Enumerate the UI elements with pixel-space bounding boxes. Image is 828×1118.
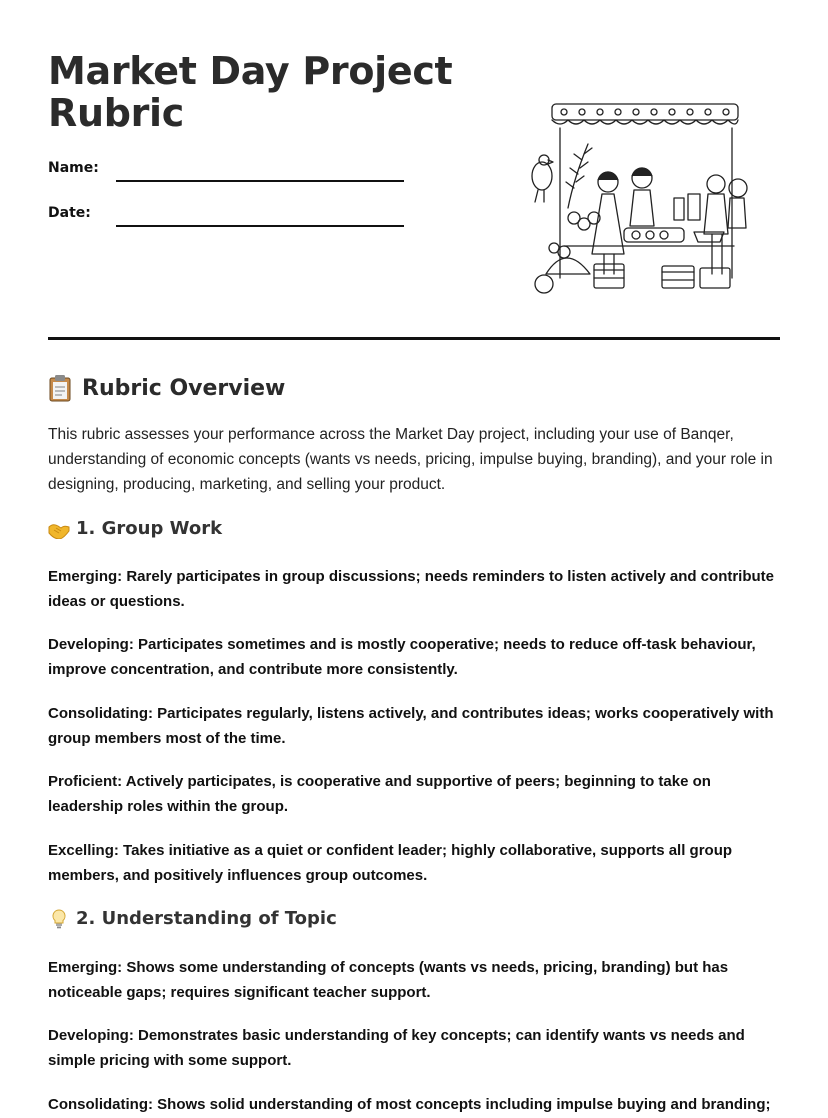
section-heading-understanding	[48, 908, 337, 929]
name-label: Name:	[48, 160, 99, 176]
overview-heading-text: Rubric Overview	[82, 375, 286, 401]
date-line[interactable]	[116, 225, 404, 227]
page-title: Market Day Project Rubric	[48, 49, 453, 135]
criterion-excelling: Excelling: Takes initiative as a quiet or confident leader; highly collaborative, supports all group members, and positively influences group outcomes.	[48, 842, 733, 884]
handshake-icon	[48, 519, 70, 539]
overview-heading	[48, 374, 285, 402]
section-heading-text: 2. Understanding of Topic	[76, 908, 337, 929]
criterion-proficient: Proficient: Actively participates, is cooperative and supportive of peers; beginning to take on leadership roles within the group.	[48, 773, 711, 815]
lightbulb-icon	[48, 909, 70, 929]
date-field[interactable]	[48, 205, 408, 229]
criterion-consolidating: Consolidating: Shows solid understanding of most concepts including impulse buying and branding;	[48, 1096, 771, 1113]
overview-text: This rubric assesses your performance across the Market Day project, including your use of Banqer, understanding of economic concepts (wants vs needs, pricing, impulse buying, branding), and your role in designing, producing, marketing, and selling your product.	[48, 426, 773, 493]
criterion-developing: Developing: Participates sometimes and is mostly cooperative; needs to reduce off-task behaviour, improve concentration, and contribute more consistently.	[48, 636, 756, 678]
criterion-emerging: Emerging: Shows some understanding of concepts (wants vs needs, pricing, branding) but has noticeable gaps; requires significant teacher support.	[48, 959, 729, 1001]
name-field[interactable]	[48, 160, 408, 184]
section-heading-text: 1. Group Work	[76, 518, 223, 539]
date-label: Date:	[48, 205, 91, 221]
criterion-developing: Developing: Demonstrates basic understanding of key concepts; can identify wants vs needs and simple pricing with some support.	[48, 1027, 745, 1069]
clipboard-icon	[48, 374, 72, 402]
criterion-emerging: Emerging: Rarely participates in group discussions; needs reminders to listen actively and contribute ideas or questions.	[48, 568, 775, 610]
name-line[interactable]	[116, 180, 404, 182]
criterion-consolidating: Consolidating: Participates regularly, listens actively, and contributes ideas; works cooperatively with group members most of the time.	[48, 705, 774, 747]
header-divider	[48, 337, 780, 340]
section-heading-group-work	[48, 518, 222, 539]
market-stall-illustration	[524, 98, 760, 298]
